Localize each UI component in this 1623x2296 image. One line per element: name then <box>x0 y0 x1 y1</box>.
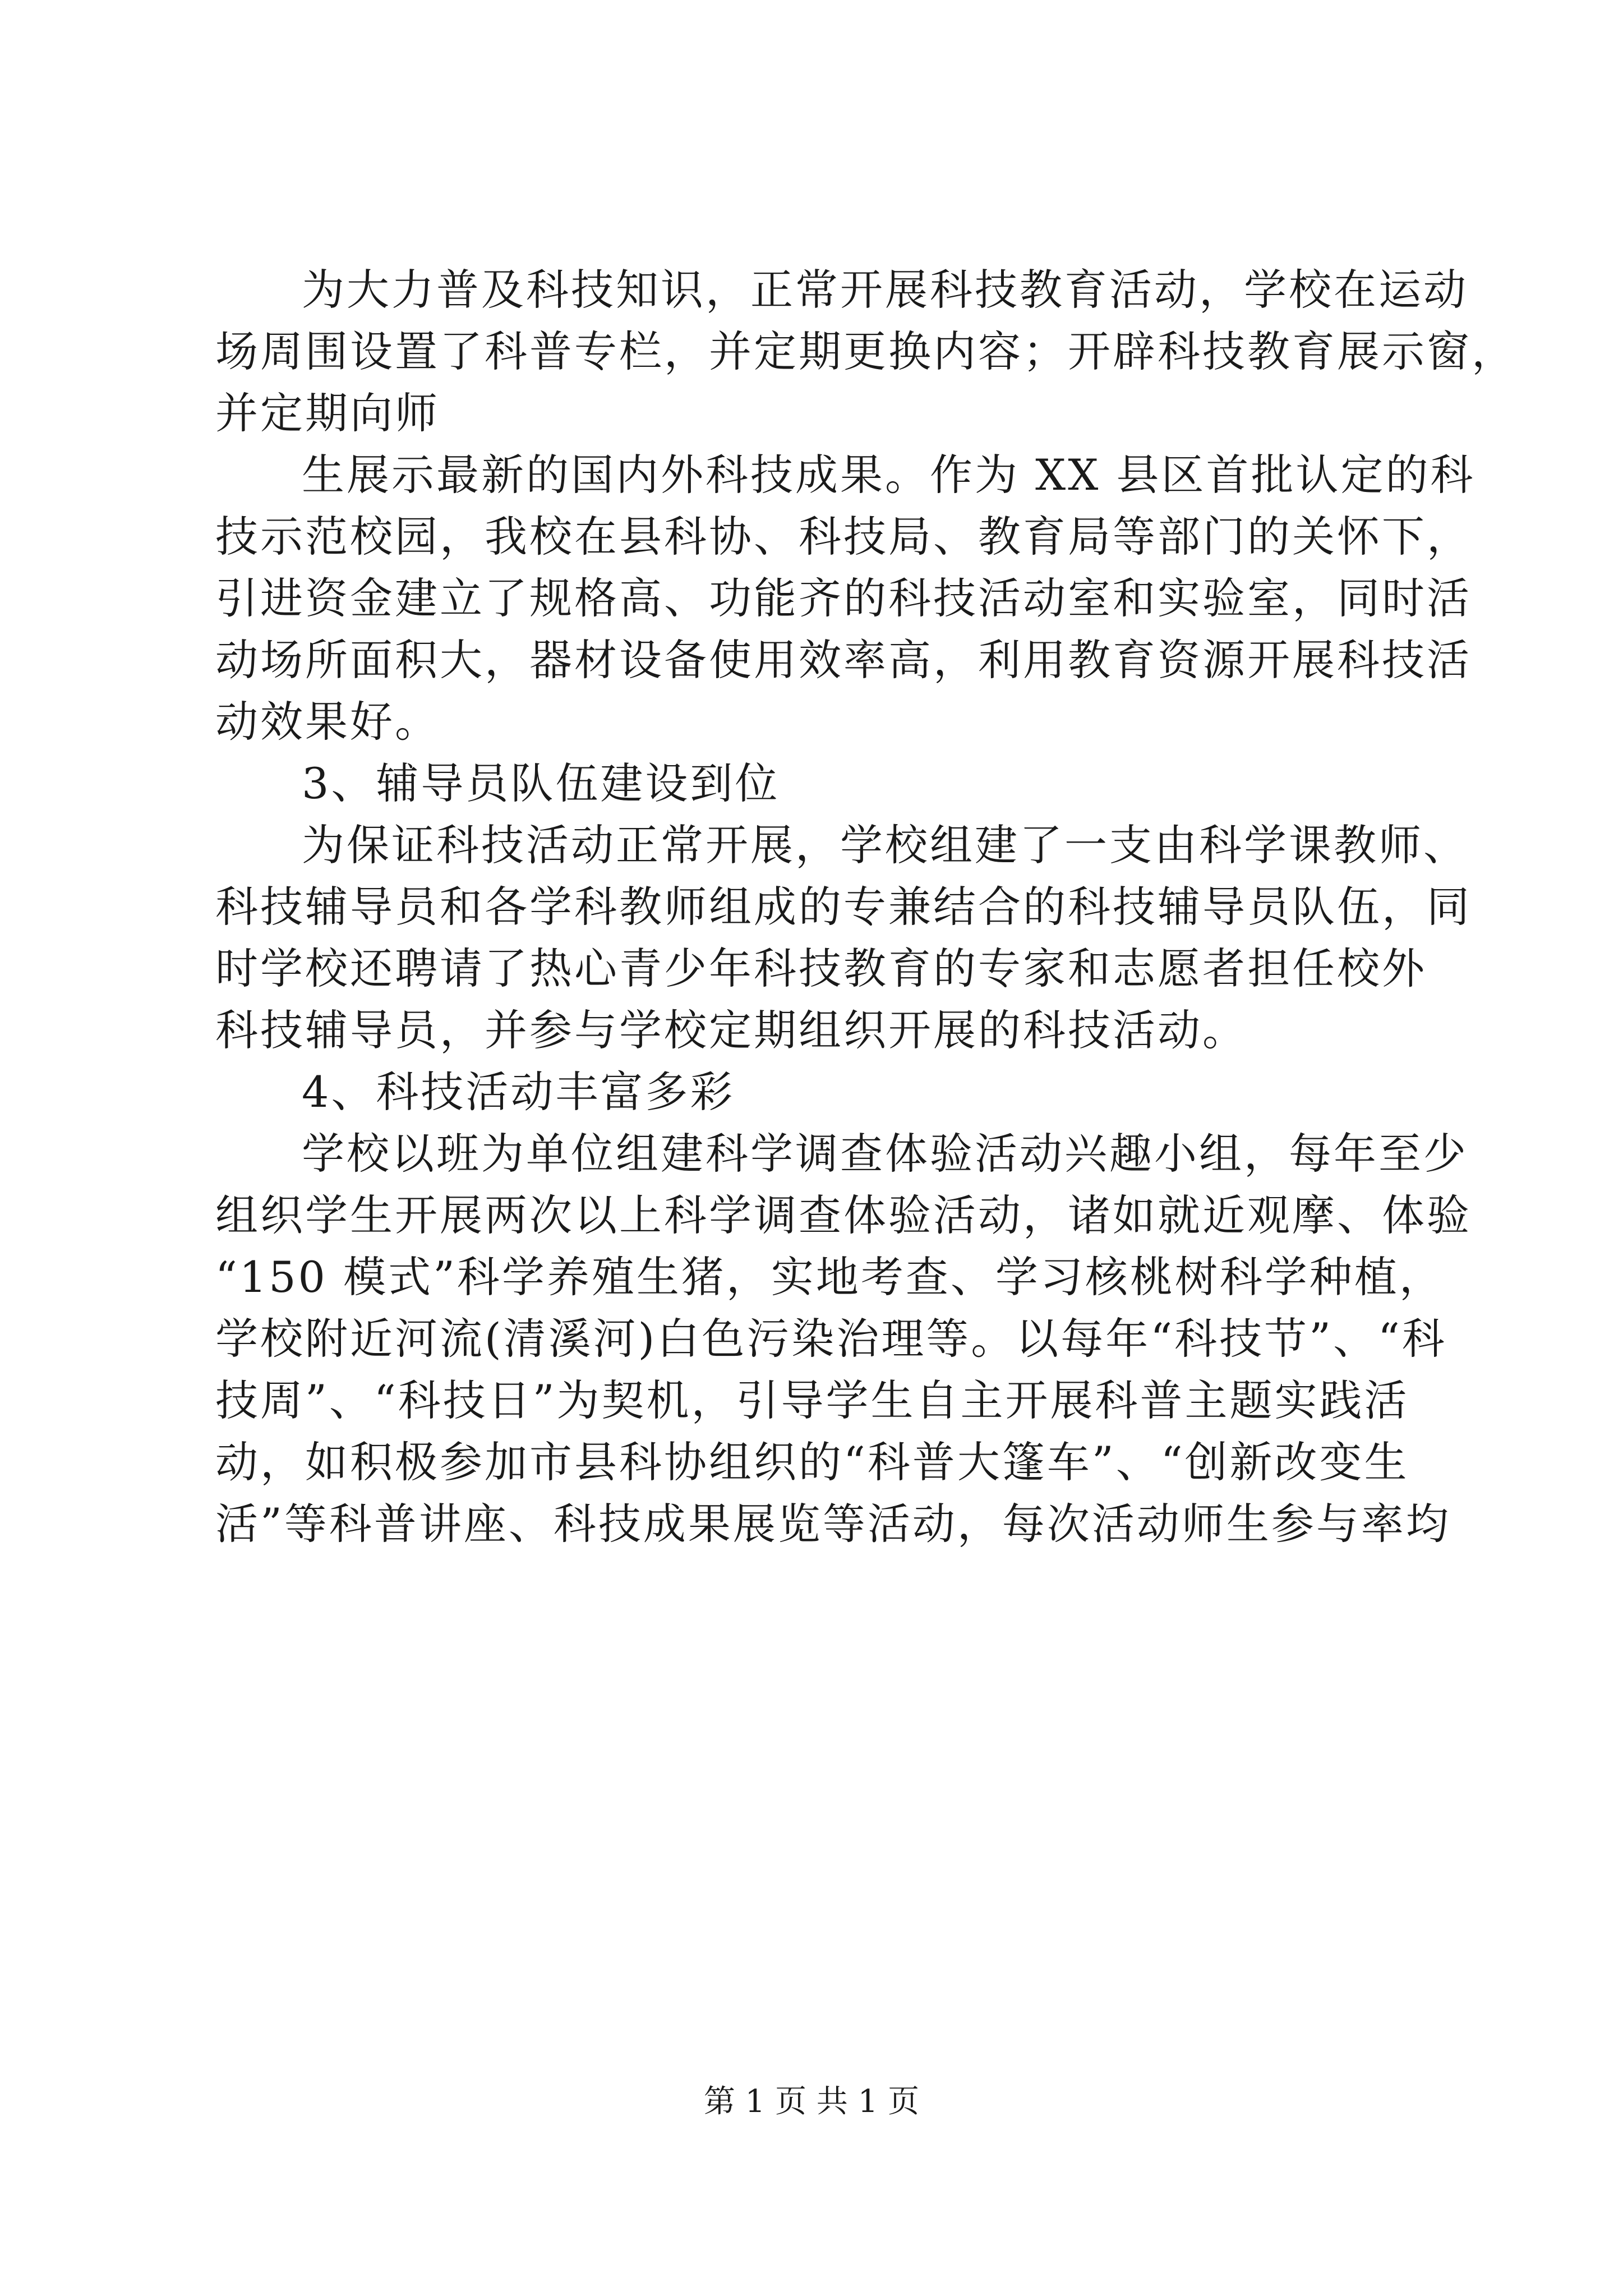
text-line-7: 动场所面积大，器材设备使用效率高，利用教育资源开展科技活 <box>215 635 1472 685</box>
text-line-2: 场周围设置了科普专栏，并定期更换内容；开辟科技教育展示窗， <box>215 326 1516 376</box>
text-line-8: 动效果好。 <box>215 697 440 747</box>
text-line-3: 并定期向师 <box>215 388 440 438</box>
text-line-18: 学校附近河流(清溪河)白色污染治理等。以每年“科技节”、“科 <box>215 1314 1447 1364</box>
text-line-5: 技示范校园，我校在县科协、科技局、教育局等部门的关怀下， <box>215 512 1472 562</box>
document-body <box>215 259 1516 1555</box>
page-footer: 第 1 页 共 1 页 <box>703 2083 920 2120</box>
text-line-12: 时学校还聘请了热心青少年科技教育的专家和志愿者担任校外 <box>215 944 1427 993</box>
text-line-10: 为保证科技活动正常开展，学校组建了一支由科学课教师、 <box>302 820 1468 870</box>
section-heading-4: 4、科技活动丰富多彩 <box>302 1067 735 1117</box>
text-line-15: 学校以班为单位组建科学调查体验活动兴趣小组，每年至少 <box>302 1129 1468 1179</box>
text-line-13: 科技辅导员，并参与学校定期组织开展的科技活动。 <box>215 1005 1247 1055</box>
text-line-4: 生展示最新的国内外科技成果。作为 XX 县区首批认定的科 <box>302 450 1476 500</box>
text-line-1: 为大力普及科技知识，正常开展科技教育活动，学校在运动 <box>302 265 1468 315</box>
text-line-16: 组织学生开展两次以上科学调查体验活动，诸如就近观摩、体验 <box>215 1190 1472 1240</box>
section-heading-3: 3、辅导员队伍建设到位 <box>302 758 780 808</box>
text-line-6: 引进资金建立了规格高、功能齐的科技活动室和实验室，同时活 <box>215 573 1472 623</box>
text-line-11: 科技辅导员和各学科教师组成的专兼结合的科技辅导员队伍，同 <box>215 882 1472 932</box>
text-line-17: “150 模式”科学养殖生猪，实地考查、学习核桃树科学种植， <box>215 1252 1444 1302</box>
text-line-19: 技周”、“科技日”为契机，引导学生自主开展科普主题实践活 <box>215 1375 1409 1425</box>
text-line-20: 动，如积极参加市县科协组织的“科普大篷车”、“创新改变生 <box>215 1437 1409 1487</box>
text-line-21: 活”等科普讲座、科技成果展览等活动，每次活动师生参与率均 <box>215 1499 1451 1549</box>
